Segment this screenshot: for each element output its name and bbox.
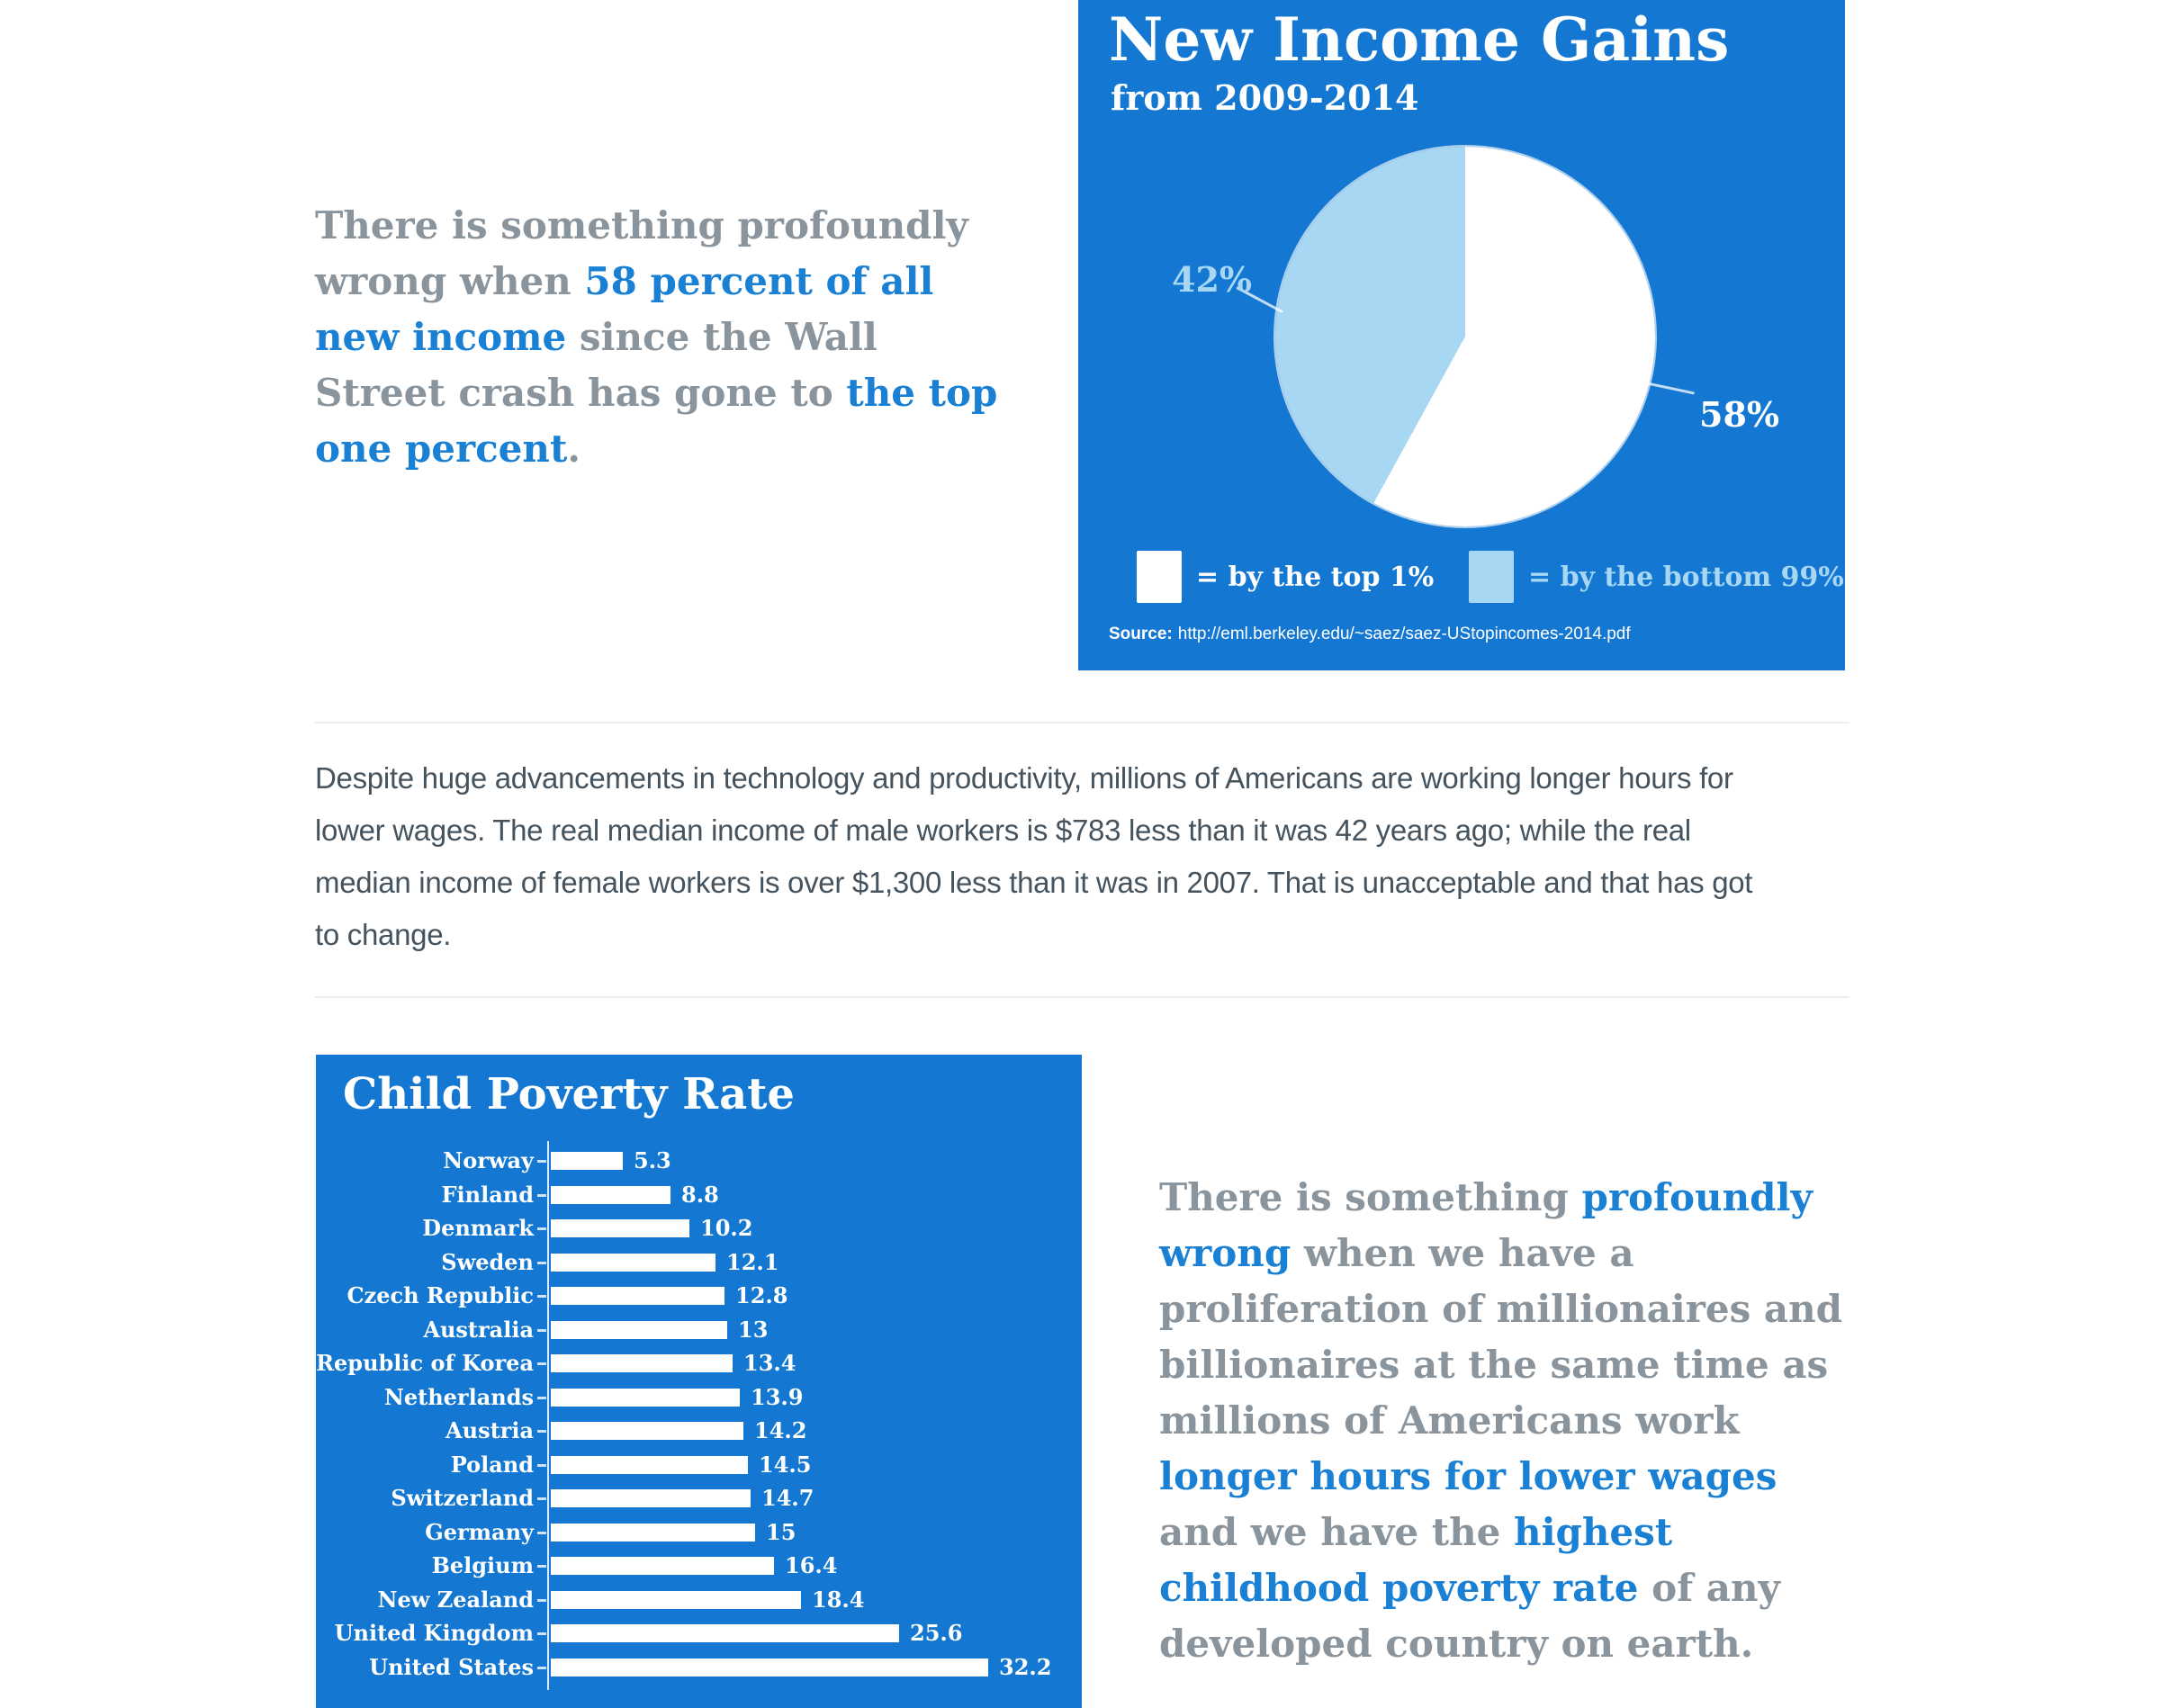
quote-text: proliferation of millionaires and bbox=[1159, 1287, 1842, 1331]
bar bbox=[551, 1422, 743, 1440]
bar-value-label: 8.8 bbox=[681, 1181, 719, 1208]
highlighted-text: 58 percent of all bbox=[584, 259, 934, 303]
income-gains-panel bbox=[1078, 0, 1845, 670]
bar bbox=[551, 1524, 755, 1542]
bar-tick bbox=[537, 1464, 546, 1467]
legend-label: = by the top 1% bbox=[1196, 561, 1435, 593]
legend-label: = by the bottom 99% bbox=[1528, 561, 1844, 593]
bar-tick bbox=[537, 1160, 546, 1163]
pie-slice-label-58: 58% bbox=[1699, 394, 1779, 435]
bar-country-label: New Zealand bbox=[377, 1586, 534, 1613]
poverty-chart-title: Child Poverty Rate bbox=[343, 1069, 795, 1119]
quote-text: developed country on earth. bbox=[1159, 1622, 1754, 1666]
bar bbox=[551, 1287, 724, 1305]
quote-line bbox=[1159, 1560, 1842, 1616]
bar bbox=[551, 1152, 623, 1170]
bar bbox=[551, 1254, 716, 1272]
bar-value-label: 13.4 bbox=[743, 1350, 796, 1376]
bar-value-label: 15 bbox=[766, 1518, 796, 1545]
source-note bbox=[1109, 625, 1631, 644]
bar-tick bbox=[537, 1532, 546, 1534]
bar-country-label: Norway bbox=[443, 1147, 534, 1173]
bar-value-label: 14.2 bbox=[754, 1417, 807, 1443]
bar-tick bbox=[537, 1599, 546, 1602]
source-url: http://eml.berkeley.edu/~saez/saez-UStopincomes-2014.pdf bbox=[1177, 625, 1631, 643]
quote-text: since the Wall bbox=[566, 315, 878, 359]
quote-text: and we have the bbox=[1159, 1510, 1515, 1554]
highlighted-text: wrong bbox=[1159, 1231, 1292, 1275]
bar-tick bbox=[537, 1262, 546, 1264]
legend-item bbox=[1137, 551, 1434, 603]
bar-country-label: Austria bbox=[446, 1417, 534, 1443]
quote-line bbox=[315, 198, 997, 254]
paragraph-line: median income of female workers is over $1,300 less than it was in 2007. That is unacceptable and that has got bbox=[315, 866, 1753, 899]
highlighted-text: profoundly bbox=[1581, 1175, 1813, 1219]
quote-line bbox=[315, 421, 997, 477]
bar-country-label: United States bbox=[369, 1653, 534, 1680]
bar-value-label: 13 bbox=[738, 1316, 769, 1343]
quote-text: when we have a bbox=[1291, 1231, 1634, 1275]
bar-value-label: 16.4 bbox=[785, 1552, 838, 1578]
divider bbox=[315, 996, 1850, 998]
bar-tick bbox=[537, 1397, 546, 1399]
bar bbox=[551, 1557, 774, 1575]
quote-text: wrong when bbox=[315, 259, 585, 303]
bar-tick bbox=[537, 1565, 546, 1568]
bar-tick bbox=[537, 1632, 546, 1635]
legend-swatch bbox=[1469, 551, 1514, 603]
bar-tick bbox=[537, 1497, 546, 1500]
income-chart-subtitle: from 2009-2014 bbox=[1111, 77, 1419, 118]
leader-line-58 bbox=[1645, 382, 1695, 395]
legend-swatch bbox=[1137, 551, 1182, 603]
source-label: Source: bbox=[1109, 625, 1173, 643]
bar-value-label: 14.5 bbox=[759, 1451, 812, 1478]
bar-value-label: 10.2 bbox=[700, 1215, 753, 1241]
bar-value-label: 32.2 bbox=[999, 1653, 1052, 1680]
highlighted-text: childhood poverty rate bbox=[1159, 1566, 1639, 1610]
quote-line bbox=[1159, 1449, 1842, 1505]
bar bbox=[551, 1321, 727, 1339]
bar-value-label: 18.4 bbox=[812, 1586, 865, 1613]
bar-tick bbox=[537, 1194, 546, 1197]
quote-text: millions of Americans work bbox=[1159, 1398, 1740, 1443]
bar-value-label: 13.9 bbox=[751, 1383, 804, 1410]
quote-text: There is something bbox=[1159, 1175, 1582, 1219]
bar bbox=[551, 1489, 751, 1507]
bar-tick bbox=[537, 1329, 546, 1332]
quote-line bbox=[1159, 1616, 1842, 1672]
bar-tick bbox=[537, 1430, 546, 1433]
highlighted-text: new income bbox=[315, 315, 567, 359]
bar-country-label: Czech Republic bbox=[346, 1282, 534, 1308]
bar bbox=[551, 1219, 689, 1237]
bar-country-label: Switzerland bbox=[391, 1485, 534, 1511]
bar-country-label: Finland bbox=[441, 1181, 534, 1208]
bar-tick bbox=[537, 1667, 546, 1669]
bar-country-label: Denmark bbox=[422, 1215, 534, 1241]
bar-value-label: 12.1 bbox=[726, 1248, 779, 1275]
quote-text: of any bbox=[1638, 1566, 1780, 1610]
quote-text: There is something profoundly bbox=[315, 203, 968, 247]
quote-line bbox=[1159, 1226, 1842, 1281]
bar-tick bbox=[537, 1362, 546, 1365]
highlighted-text: longer hours for lower wages bbox=[1159, 1454, 1778, 1498]
quote-line bbox=[315, 254, 997, 310]
bar-country-label: Belgium bbox=[431, 1552, 534, 1578]
quote-line bbox=[1159, 1337, 1842, 1393]
pie-slice-label-42: 42% bbox=[1172, 259, 1252, 300]
pie-chart bbox=[1275, 147, 1655, 526]
quote-bottom-right bbox=[1159, 1170, 1842, 1672]
bar-country-label: Germany bbox=[425, 1518, 534, 1545]
bar bbox=[551, 1186, 670, 1204]
quote-line bbox=[1159, 1170, 1842, 1226]
bar-country-label: Poland bbox=[450, 1451, 534, 1478]
quote-line bbox=[1159, 1393, 1842, 1449]
bar-country-label: Sweden bbox=[441, 1248, 534, 1275]
bar-country-label: Netherlands bbox=[383, 1383, 534, 1410]
quote-line bbox=[315, 365, 997, 421]
body-paragraph bbox=[315, 752, 1752, 961]
bar bbox=[551, 1591, 801, 1609]
bar-value-label: 12.8 bbox=[735, 1282, 788, 1308]
quote-line bbox=[1159, 1281, 1842, 1337]
income-chart-title: New Income Gains bbox=[1109, 4, 1730, 75]
bar bbox=[551, 1354, 733, 1372]
highlighted-text: one percent bbox=[315, 427, 568, 471]
bar bbox=[551, 1389, 740, 1407]
bar-value-label: 5.3 bbox=[634, 1147, 671, 1173]
quote-text: . bbox=[567, 427, 580, 471]
paragraph-line: Despite huge advancements in technology and productivity, millions of Americans are working longer hours for bbox=[315, 761, 1733, 795]
quote-text: billionaires at the same time as bbox=[1159, 1343, 1829, 1387]
quote-line bbox=[1159, 1505, 1842, 1560]
child-poverty-panel bbox=[316, 1055, 1082, 1708]
bar-country-label: Republic of Korea bbox=[316, 1350, 534, 1376]
quote-line bbox=[315, 310, 997, 365]
highlighted-text: highest bbox=[1514, 1510, 1673, 1554]
paragraph-line: to change. bbox=[315, 918, 452, 951]
bar-chart-axis bbox=[547, 1141, 549, 1690]
bar-tick bbox=[537, 1227, 546, 1230]
bar-value-label: 14.7 bbox=[761, 1485, 814, 1511]
bar bbox=[551, 1456, 748, 1474]
bar-value-label: 25.6 bbox=[910, 1620, 963, 1646]
bar-country-label: United Kingdom bbox=[334, 1620, 534, 1646]
quote-top-left bbox=[315, 198, 997, 477]
bar-tick bbox=[537, 1295, 546, 1298]
paragraph-line: lower wages. The real median income of male workers is $783 less than it was 42 years ago; while the real bbox=[315, 814, 1691, 847]
bar bbox=[551, 1624, 899, 1642]
legend-item bbox=[1469, 551, 1844, 603]
divider bbox=[315, 722, 1850, 724]
highlighted-text: the top bbox=[846, 371, 998, 415]
bar bbox=[551, 1659, 988, 1677]
bar-country-label: Australia bbox=[423, 1316, 534, 1343]
quote-text: Street crash has gone to bbox=[315, 371, 847, 415]
